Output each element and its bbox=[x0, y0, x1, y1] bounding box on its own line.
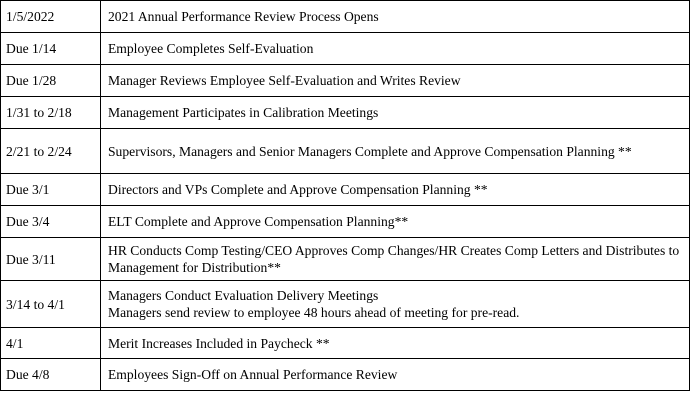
task-note: Managers send review to employee 48 hours ahead of meeting for pre-read. bbox=[108, 305, 520, 320]
row-task bbox=[101, 206, 690, 238]
row-date: 1/31 to 2/18 bbox=[1, 97, 101, 129]
row-date: 2/21 to 2/24 bbox=[1, 129, 101, 174]
table-row bbox=[1, 328, 690, 359]
table-row bbox=[1, 1, 690, 33]
row-date: 3/14 to 4/1 bbox=[1, 281, 101, 328]
row-task bbox=[101, 129, 690, 174]
task-text: Employees Sign-Off on Annual Performance Review bbox=[108, 367, 398, 382]
task-text: 2021 Annual Performance Review Process Opens bbox=[108, 9, 379, 24]
row-task bbox=[101, 328, 690, 359]
row-date: Due 3/4 bbox=[1, 206, 101, 238]
task-text: HR Conducts Comp Testing/CEO Approves Comp Changes/HR Creates Comp Letters and Distributes to Management for Distribution** bbox=[108, 243, 680, 275]
row-task bbox=[101, 238, 690, 281]
table-row bbox=[1, 281, 690, 328]
row-date: Due 4/8 bbox=[1, 359, 101, 391]
row-task bbox=[101, 1, 690, 33]
row-task bbox=[101, 359, 690, 391]
row-date: Due 1/14 bbox=[1, 33, 101, 65]
row-date: 1/5/2022 bbox=[1, 1, 101, 33]
row-date: Due 1/28 bbox=[1, 65, 101, 97]
row-date: Due 3/1 bbox=[1, 174, 101, 206]
row-task bbox=[101, 174, 690, 206]
table-row bbox=[1, 206, 690, 238]
task-text: ELT Complete and Approve Compensation Planning** bbox=[108, 214, 409, 229]
table-row bbox=[1, 129, 690, 174]
task-text: Supervisors, Managers and Senior Managers Complete and Approve Compensation Planning ** bbox=[108, 143, 632, 159]
table-row bbox=[1, 174, 690, 206]
table-row bbox=[1, 97, 690, 129]
row-task bbox=[101, 33, 690, 65]
row-date: 4/1 bbox=[1, 328, 101, 359]
table-row bbox=[1, 33, 690, 65]
row-task bbox=[101, 281, 690, 328]
table-row bbox=[1, 238, 690, 281]
task-text: Employee Completes Self-Evaluation bbox=[108, 41, 314, 56]
table-row bbox=[1, 359, 690, 391]
row-date: Due 3/11 bbox=[1, 238, 101, 281]
task-text: Manager Reviews Employee Self-Evaluation and Writes Review bbox=[108, 73, 461, 88]
task-text: Directors and VPs Complete and Approve Compensation Planning ** bbox=[108, 182, 488, 197]
row-task bbox=[101, 97, 690, 129]
row-task bbox=[101, 65, 690, 97]
task-text: Management Participates in Calibration Meetings bbox=[108, 105, 379, 120]
task-text: Merit Increases Included in Paycheck ** bbox=[108, 335, 330, 351]
task-text: Managers Conduct Evaluation Delivery Meetings bbox=[108, 288, 379, 303]
table-row bbox=[1, 65, 690, 97]
